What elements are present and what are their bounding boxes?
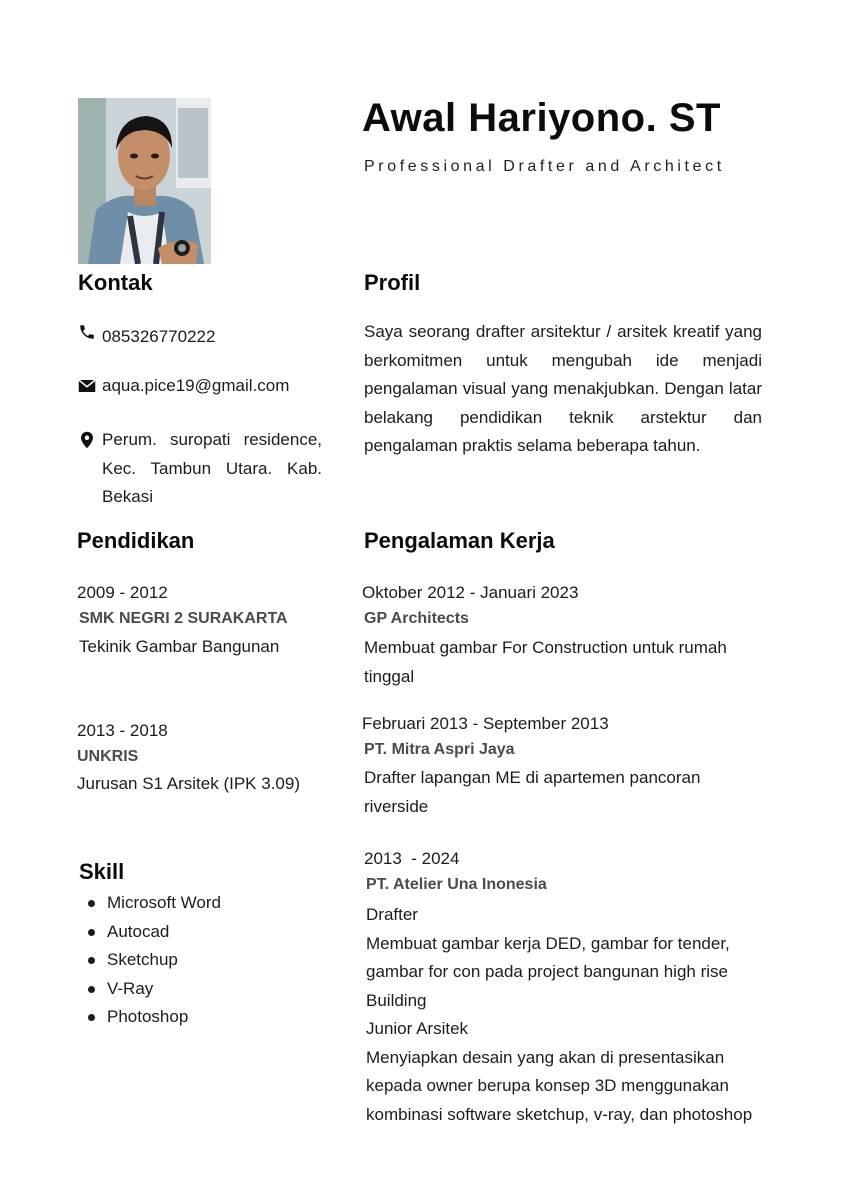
job-description-line: tinggal — [364, 666, 415, 686]
skills-heading: Skill — [79, 859, 125, 884]
contact-email-row — [78, 372, 289, 400]
profile-photo-illustration — [78, 98, 211, 264]
skill-item: V-Ray — [78, 975, 221, 1004]
phone-icon — [78, 323, 96, 341]
job-description-line: kombinasi software sketchup, v-ray, dan photoshop — [366, 1104, 753, 1124]
location-pin-icon — [78, 430, 96, 450]
job-company: PT. Mitra Aspri Jaya — [364, 741, 515, 758]
job-company: GP Architects — [364, 610, 469, 627]
skill-item: Autocad — [78, 918, 221, 947]
profile-heading: Profil — [364, 270, 421, 295]
job-description — [364, 634, 794, 691]
contact-address: Perum. suropati residence, Kec. Tambun Utara. Kab. Bekasi — [102, 430, 322, 506]
contact-email: aqua.pice19@gmail.com — [102, 376, 290, 395]
job-description-line: riverside — [364, 796, 429, 816]
job-description-line: Drafter — [366, 905, 418, 924]
job-description-line: kepada owner berupa konsep 3D menggunakan — [366, 1076, 729, 1095]
email-icon — [78, 377, 96, 395]
contact-heading: Kontak — [78, 270, 153, 295]
person-name: Awal Hariyono. ST — [362, 96, 721, 140]
skill-item: Sketchup — [78, 946, 221, 975]
education-heading: Pendidikan — [77, 528, 195, 553]
education-school: SMK NEGRI 2 SURAKARTA — [79, 610, 288, 627]
experience-heading: Pengalaman Kerja — [364, 528, 555, 553]
education-period: 2009 - 2012 — [77, 583, 168, 602]
contact-address-row — [78, 426, 322, 512]
bullet-icon — [88, 900, 95, 907]
education-major: Jurusan S1 Arsitek (IPK 3.09) — [77, 774, 300, 793]
job-company: PT. Atelier Una Inonesia — [366, 876, 547, 893]
job-description — [364, 764, 794, 821]
job-period: Oktober 2012 - Januari 2023 — [362, 583, 579, 602]
education-school: UNKRIS — [77, 748, 139, 765]
skills-list — [78, 889, 221, 1032]
bullet-icon — [88, 1014, 95, 1021]
job-description-line: Menyiapkan desain yang akan di presentasikan — [366, 1047, 725, 1067]
job-description-line: Membuat gambar For Construction untuk rumah — [364, 638, 727, 657]
job-period: 2013 - 2024 — [364, 849, 460, 868]
skill-item: Microsoft Word — [78, 889, 221, 918]
contact-phone-row — [78, 323, 215, 351]
job-tagline: Professional Drafter and Architect — [364, 158, 725, 175]
profile-photo — [78, 98, 211, 264]
job-description-line: Drafter lapangan ME di apartemen pancoran — [364, 768, 701, 787]
job-description — [366, 901, 806, 1129]
education-major: Tekinik Gambar Bangunan — [79, 637, 280, 656]
job-description-line: Building — [366, 990, 427, 1010]
education-period: 2013 - 2018 — [77, 721, 168, 740]
job-description-line: Junior Arsitek — [366, 1019, 469, 1038]
job-description-line: gambar for con pada project bangunan high rise — [366, 962, 728, 981]
job-description-line: Membuat gambar kerja DED, gambar for tender, — [366, 933, 730, 953]
skill-item: Photoshop — [78, 1003, 221, 1032]
job-period: Februari 2013 - September 2013 — [362, 714, 609, 733]
bullet-icon — [88, 957, 95, 964]
bullet-icon — [88, 986, 95, 993]
profile-text: Saya seorang drafter arsitektur / arsitek kreatif yang berkomitmen untuk mengubah ide menjadi pengalaman visual yang menakjubkan. Dengan latar belakang pendidikan teknik arstektur dan pengalaman praktis selama beberapa tahun. — [364, 322, 762, 455]
contact-phone: 085326770222 — [102, 327, 216, 346]
bullet-icon — [88, 929, 95, 936]
